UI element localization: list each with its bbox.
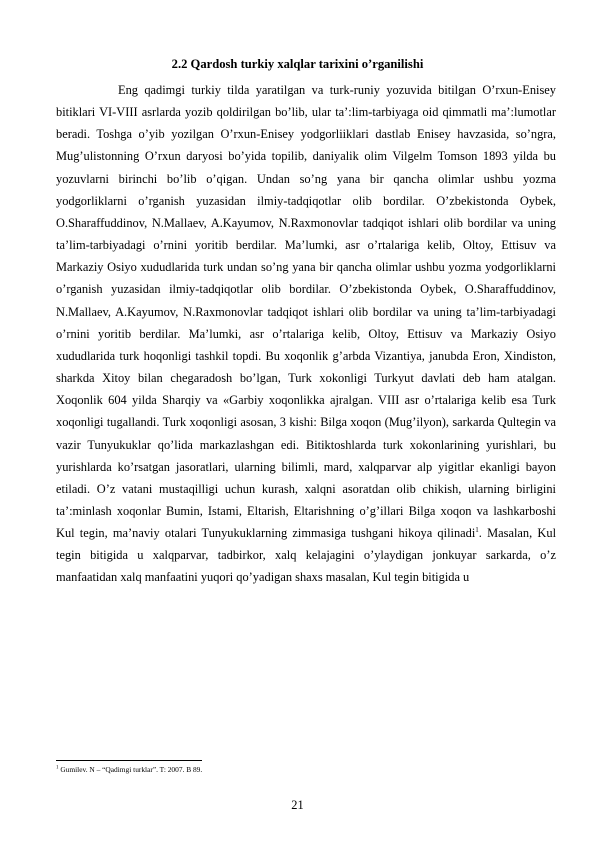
body-text: Eng qadimgi turkiy tilda yaratilgan va turk-runiy yozuvida bitilgan O’rxun-Enisey bitiklari VI-VIII asrlarda yozib qoldirilgan bo’lib, ular ta’:lim-tarbiyaga oid qimmatli ma’:lumotlar beradi. Toshga o’yib yozilgan O’rxun-Enisey yodgorliiklari dastlab Enisey havzasida, so’ngra, Mug’ulistonning O’rxun daryosi bo’yida topilib, daniyalik olim Vilgelm Tomson 1893 yilda bu yozuvlarni birinchi bo’lib o’qigan. Undan so’ng yana bir qancha olimlar ushbu yozma yodgorliklarni o’rganish yuzasidan ilmiy-tadqiqotlar olib bordilar. O’zbekistonda Oybek, O.Sharaffuddinov, N.Mallaev, A.Kayumov, N.Raxmonovlar tadqiqot ishlari olib bordilar va uning ta’lim-tarbiyadagi o’rnini yoritib berdilar. Ma’lumki, asr o’rtalariga kelib, Oltoy, Ettisuv va Markaziy Osiyo xududlarida turk undan so’ng yana bir qancha olimlar ushbu yozma yodgorliklarni o’rganish yuzasidan ilmiy-tadqiqotlar olib bordilar. O’zbekistonda Oybek, O.Sharaffuddinov, N.Mallaev, A.Kayumov, N.Raxmonovlar tadqiqot ishlari olib bordilar va uning ta’lim-tarbiyadagi o’rnini yoritib berdilar. Ma’lumki, asr o’rtalariga kelib, Oltoy, Ettisuv va Markaziy Osiyo xududlarida turk hoqonligi tashkil topdi. Bu xoqonlik g’arbda Vizantiya, janubda Eron, Xindiston, sharkda Xitoy bilan chegaradosh bo’lgan, Turk xokonligi Turkyut davlati deb ham atalgan. Xoqonlik 604 yilda Sharqiy va «Garbiy xoqonlikka ajralgan. VIII asr o’rtalariga kelib esa Turk xoqonligi tugallandi. Turk xoqonligi asosan, 3 kishi: Bilga xoqon (Mug’ilyon), sarkarda Qultegin va vazir Tunyukuklar qo’lida markazlashgan edi. Bitiktoshlarda turk xokonlarining yurishlari, bu yurishlarda ko’rsatgan jasoratlari, ularning bilimli, mard, xalqparvar alp yigitlar ekanligi bayon etiladi. O’z vatani mustaqilligi uchun kurash, xalqni asoratdan olib chikish, ularning birligini ta’:minlash xoqonlar Bumin, Istami, Eltarish, Eltarishning o’g’illari Bilga xoqon va lashkarboshi Kul tegin, ma’naviy otalari Tunyukuklarning zimmasiga tushgani hikoya qilinadi$^1$. Masalan, Kul tegin bitigida u xalqparvar, tadbirkor, xalq kelajagini o’ylaydigan jonkuyar sarkarda, o’z manfaatidan xalq manfaatini yuqori qo’yadigan shaxs masalan, Kul tegin bitigida u (56, 83, 557, 585)
page-number: 21 (291, 798, 304, 812)
paragraph-last: Masalan, Kul tegin bitigida u xalqparvar, tadbirkor, xalq kelajagini o’ylaydigan jonkuyar sarkarda, o’z manfaatidan xalq manfaatini yuqori qo’yadigan shaxs masalan, Kul tegin bitigida u (56, 526, 557, 585)
section-heading: 2.2 Qardosh turkiy xalqlar tarixini o’rganilishi (171, 57, 424, 71)
footnote (56, 765, 556, 774)
paragraph-main: Eng qadimgi turkiy tilda yaratilgan va turk-runiy yozuvida bitilgan O’rxun-Enisey bitiklari VI-VIII asrlarda yozib qoldirilgan bo’lib, ular ta’:lim-tarbiyaga oid qimmatli ma’:lumotlar beradi. Toshga o’yib yozilgan O’rxun-Enisey yodgorliiklari dastlab Enisey havzasida, so’ngra, Mug’ulistonning O’rxun daryosi bo’yida topilib, daniyalik olim Vilgelm Tomson 1893 yilda bu yozuvlarni birinchi bo’lib o’qigan. Undan so’ng yana bir qancha olimlar ushbu yozma yodgorliklarni o’rganish yuzasidan ilmiy-tadqiqotlar olib bordilar. O’zbekistonda Oybek, O.Sharaffuddinov, N.Mallaev, A.Kayumov, N.Raxmonovlar tadqiqot ishlari olib bordilar va uning ta’lim-tarbiyadagi o’rnini yoritib berdilar. Ma’lumki, asr o’rtalariga kelib, Oltoy, Ettisuv va Markaziy Osiyo xududlarida turk undan so’ng yana bir qancha olimlar ushbu yozma yodgorliklarni o’rganish yuzasidan ilmiy-tadqiqotlar olib bordilar. O’zbekistonda Oybek, O.Sharaffuddinov, N.Mallaev, A.Kayumov, N.Raxmonovlar tadqiqot ishlari olib bordilar va uning ta’lim-tarbiyadagi o’rnini yoritib berdilar. (56, 83, 556, 341)
footnote-marker: 1 (56, 765, 59, 771)
footnote-reference[interactable]: 1 (475, 526, 479, 534)
footnote-separator (56, 760, 202, 761)
paragraph-continued: Ma’lumki, asr o’rtalariga kelib, Oltoy, Ettisuv va Markaziy Osiyo xududlarida turk hoqonligi tashkil topdi. Bu xoqonlik g’arbda Vizantiya, janubda Eron, Xindiston, sharkda Xitoy bilan chegaradosh bo’lgan, Turk xokonligi Turkyut davlati deb ham atalgan. Xoqonlik 604 yilda Sharqiy va «Garbiy xoqonlikka ajralgan. VIII asr o’rtalariga kelib esa Turk xoqonligi tugallandi. Turk xoqonligi asosan, 3 kishi: Bilga xoqon (Mug’ilyon), sarkarda Qultegin va vazir Tunyukuklar qo’lida markazlashgan edi. Bitiktoshlarda turk xokonlarining yurishlari, bu yurishlarda ko’rsatgan jasoratlari, ularning bilimli, mard, xalqparvar alp yigitlar ekanligi bayon etiladi. O’z vatani mustaqilligi uchun kurash, xalqni asoratdan olib chikish, ularning birligini ta’:minlash xoqonlar Bumin, Istami, Eltarish, Eltarishning o’g’illari Bilga xoqon va lashkarboshi Kul tegin, ma’naviy otalari Tunyukuklarning zimmasiga tushgani hikoya qilinadi (56, 326, 556, 541)
footnote-text: Gumilev. N – “Qadimgi turklar”. T: 2007. B 89. (58, 765, 203, 774)
